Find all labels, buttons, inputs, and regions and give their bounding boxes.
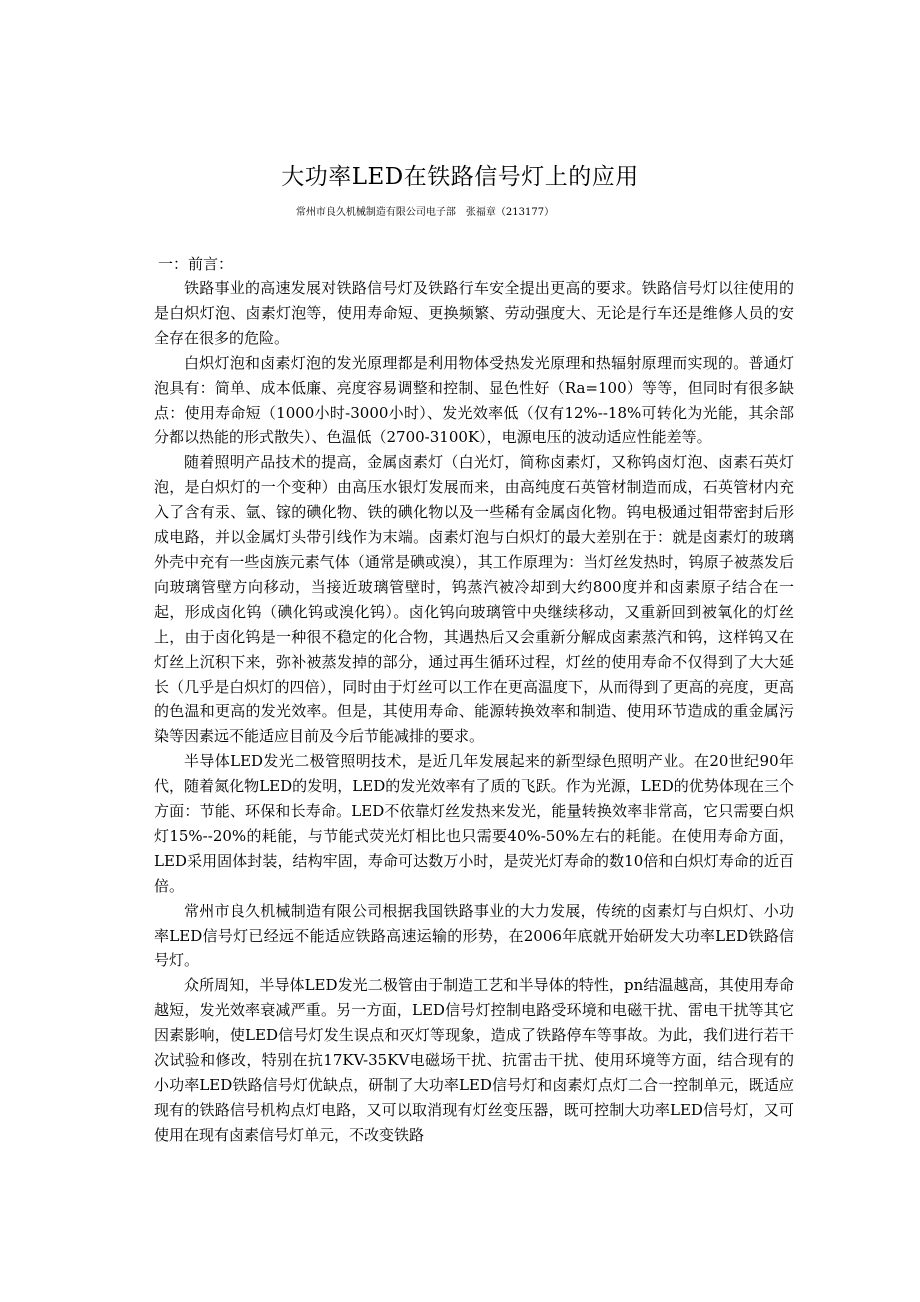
paragraph: 半导体LED发光二极管照明技术，是近几年发展起来的新型绿色照明产业。在20世纪90年代，随着氮化物LED的发明，LED的发光效率有了质的飞跃。作为光源，LED的优势体现在三个方面：节能、环保和长寿命。LED不依靠灯丝发热来发光，能量转换效率非常高，它只需要白炽灯15%--20%的耗能，与节能式荧光灯相比也只需要40%-50%左右的耗能。在使用寿命方面，LED采用固体封装，结构牢固，寿命可达数万小时，是荧光灯寿命的数10倍和白炽灯寿命的近百倍。 xyxy=(154,752,794,895)
intro-section xyxy=(154,252,794,1148)
section-heading: 一：前言： xyxy=(158,255,234,273)
paragraph: 常州市良久机械制造有限公司根据我国铁路事业的大力发展，传统的卤素灯与白炽灯、小功率LED信号灯已经远不能适应铁路高速运输的形势，在2006年底就开始研发大功率LED铁路信号灯。 xyxy=(154,901,794,970)
paragraph: 白炽灯泡和卤素灯泡的发光原理都是利用物体受热发光原理和热辐射原理而实现的。普通灯泡具有：简单、成本低廉、亮度容易调整和控制、显色性好（Ra=100）等等，但同时有很多缺点：使用寿命短（1000小时-3000小时）、发光效率低（仅有12%--18%可转化为光能，其余部分都以热能的形式散失）、色温低（2700-3100K），电源电压的波动适应性能差等。 xyxy=(154,353,794,447)
paragraph: 众所周知，半导体LED发光二极管由于制造工艺和半导体的特性，pn结温越高，其使用寿命越短，发光效率衰减严重。另一方面，LED信号灯控制电路受环境和电磁干扰、雷电干扰等其它因素影响，使LED信号灯发生误点和灭灯等现象，造成了铁路停车等事故。为此，我们进行若干次试验和修改，特别在抗17KV-35KV电磁场干扰、抗雷击干扰、使用环境等方面，结合现有的小功率LED铁路信号灯优缺点，研制了大功率LED信号灯和卤素灯点灯二合一控制单元，既适应现有的铁路信号机构点灯电路，又可以取消现有灯丝变压器，既可控制大功率LED信号灯，又可使用在现有卤素信号灯单元，不改变铁路 xyxy=(154,976,794,1144)
paragraph: 随着照明产品技术的提高，金属卤素灯（白光灯，简称卤素灯，又称钨卤灯泡、卤素石英灯泡，是白炽灯的一个变种）由高压水银灯发展而来，由高纯度石英管材制造而成，石英管材内充入了含有汞、氩、镓的碘化物、铁的碘化物以及一些稀有金属卤化物。钨电极通过钼带密封后形成电路，并以金属灯头带引线作为末端。卤素灯泡与白炽灯的最大差别在于：就是卤素灯的玻璃外壳中充有一些卤族元素气体（通常是碘或溴），其工作原理为：当灯丝发热时，钨原子被蒸发后向玻璃管壁方向移动，当接近玻璃管壁时，钨蒸汽被冷却到大约800度并和卤素原子结合在一起，形成卤化钨（碘化钨或溴化钨）。卤化钨向玻璃管中央继续移动，又重新回到被氧化的灯丝上，由于卤化钨是一种很不稳定的化合物，其遇热后又会重新分解成卤素蒸汽和钨，这样钨又在灯丝上沉积下来，弥补被蒸发掉的部分，通过再生循环过程，灯丝的使用寿命不仅得到了大大延长（几乎是白炽灯的四倍），同时由于灯丝可以工作在更高温度下，从而得到了更高的亮度，更高的色温和更高的发光效率。但是，其使用寿命、能源转换效率和制造、使用环节造成的重金属污染等因素远不能适应目前及今后节能减排的要求。 xyxy=(154,453,794,746)
author-byline: 常州市良久机械制造有限公司电子部 张福章（213177） xyxy=(295,207,555,218)
document-title: 大功率LED在铁路信号灯上的应用 xyxy=(281,164,639,190)
paragraph: 铁路事业的高速发展对铁路信号灯及铁路行车安全提出更高的要求。铁路信号灯以往使用的是白炽灯泡、卤素灯泡等，使用寿命短、更换频繁、劳动强度大、无论是行车还是维修人员的安全存在很多的危险。 xyxy=(154,279,794,347)
